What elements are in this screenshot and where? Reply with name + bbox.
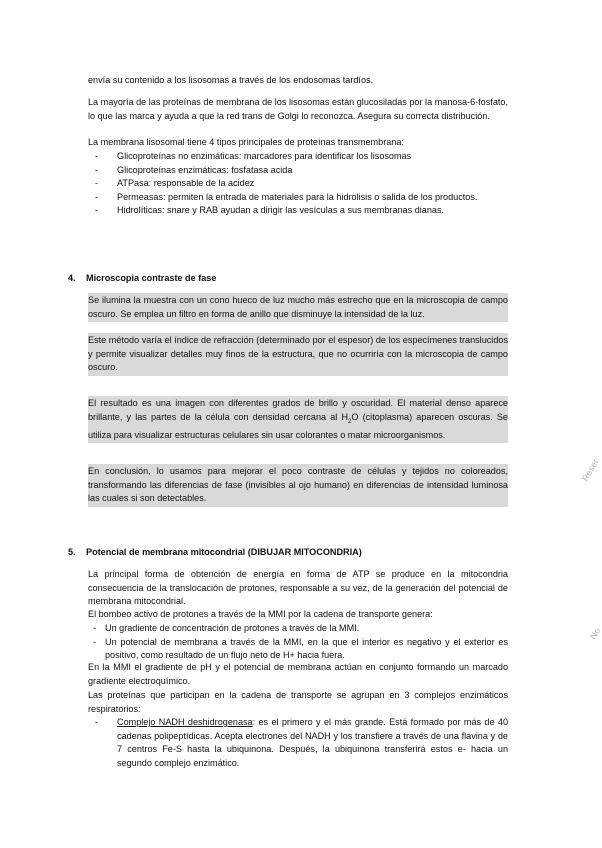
dash-bullet: - [95, 164, 99, 175]
dash-bullet: - [95, 717, 99, 727]
list-item: - Hidrolíticas: snare y RAB ayudan a dirigir las vesículas a sus membranas dianas. [88, 204, 508, 218]
watermark-text: Reser [580, 457, 601, 483]
paragraph-glucosylation: La mayoría de las proteínas de membrana de los lisosomas están glucosiladas por la manosa-6-fosfato, lo que las marca y ayuda a que la red trans de Golgi lo reconozca. Asegura su correcta distribución. [88, 97, 508, 121]
list-item: - Glicoproteínas no enzimáticas: marcadores para identificar los lisosomas [88, 150, 508, 164]
section-4-heading: 4. Microscopia contraste de fase [68, 273, 217, 283]
dash-bullet: - [95, 205, 99, 215]
phase-contrast-paragraph-1: Se ilumina la muestra con un cono hueco de luz mucho más estrecho que en la microscopia de campo oscuro. Se emplea un filtro en forma de anillo que disminuye la intensidad de la luz. [88, 293, 508, 322]
dash-bullet: - [93, 636, 97, 647]
mitochondria-paragraph-3: En la MMI el gradiente de pH y el potencial de membrana actúan en conjunto formando un marcado gradiente electroquímico. [88, 662, 508, 686]
dash-bullet: - [95, 191, 99, 202]
list-item: - Un potencial de membrana a través de la MMI, en la que el interior es negativo y el exterior es positivo, como resultado de un flujo neto de H+ hacia fuera. [93, 636, 508, 660]
paragraph-membrane-proteins: La membrana lisosomal tiene 4 tipos principales de proteínas transmembrana: [88, 137, 404, 147]
mitochondria-paragraph-4: Las proteínas que participan en la cadena de transporte se agrupan en 3 complejos enzimáticos respiratorios: [88, 690, 508, 714]
watermark-text: No [588, 626, 602, 641]
section-5-heading: 5. Potencial de membrana mitocondrial (DIBUJAR MITOCONDRIA) [68, 547, 362, 557]
list-item: - Complejo NADH deshidrogenasa: es el primero y el más grande. Está formado por más de 40 cadenas polipeptídicas. Acepta electrones del NADH y los transfiere a través de una flavina y de 7 centros Fe-S hasta la ubiquinona. Después, la ubiquinona transferirá estos e- hacia un segundo complejo enzimático. [95, 717, 508, 768]
list-item: - Glicoproteínas enzimáticas: fosfatasa acida [88, 164, 508, 178]
list-item: - Un gradiente de concentración de protones a través de la MMI. [88, 622, 508, 636]
phase-contrast-paragraph-3: El resultado es una imagen con diferentes grados de brillo y oscuridad. El material denso aparece brillante, y las partes de la célula con densidad cercana al $H_2O$ (citoplasma) aparecen oscuras. Se utiliza para visualizar estructuras celulares sin usar colorantes o matar microorganismos. [88, 396, 508, 443]
dash-bullet: - [95, 151, 99, 161]
mitochondria-paragraph-1: La principal forma de obtención de energía en forma de ATP se produce en la mitocondria consecuencia de la translocación de protones, responsable a su vez, de la generación del potencial de membrana mitocondrial. [88, 569, 508, 606]
complex-term: Complejo NADH deshidrogenasa [117, 717, 253, 727]
mitochondria-paragraph-2: El bombeo activo de protones a través de la MMI por la cadena de transporte genera: [88, 609, 433, 619]
protein-types-list [88, 150, 508, 218]
respiratory-complexes-list [88, 716, 508, 770]
phase-contrast-paragraph-2: Este método varía el índice de refracción (determinado por el espesor) de los especímenes translucidos y permite visualizar detalles muy finos de la estructura, que no ocurriría con la microscopia de campo oscuro. [88, 333, 508, 376]
intro-line: envía su contenido a los lisosomas a través de los endosomas tardíos. [88, 75, 374, 85]
dash-bullet: - [95, 178, 99, 188]
phase-contrast-conclusion: En conclusión, lo usamos para mejorar el poco contraste de células y tejidos no coloreados, transformando las diferencias de fase (invisibles al ojo humano) en diferencias de intensidad luminosa las cuales si son detectables. [88, 464, 508, 507]
list-item: - ATPasa: responsable de la acidez [88, 177, 508, 191]
list-item: - Permeasas: permiten la entrada de materiales para la hidrolisis o salida de los productos. [88, 191, 508, 205]
proton-pumping-list [88, 622, 508, 663]
dash-bullet: - [93, 623, 97, 633]
